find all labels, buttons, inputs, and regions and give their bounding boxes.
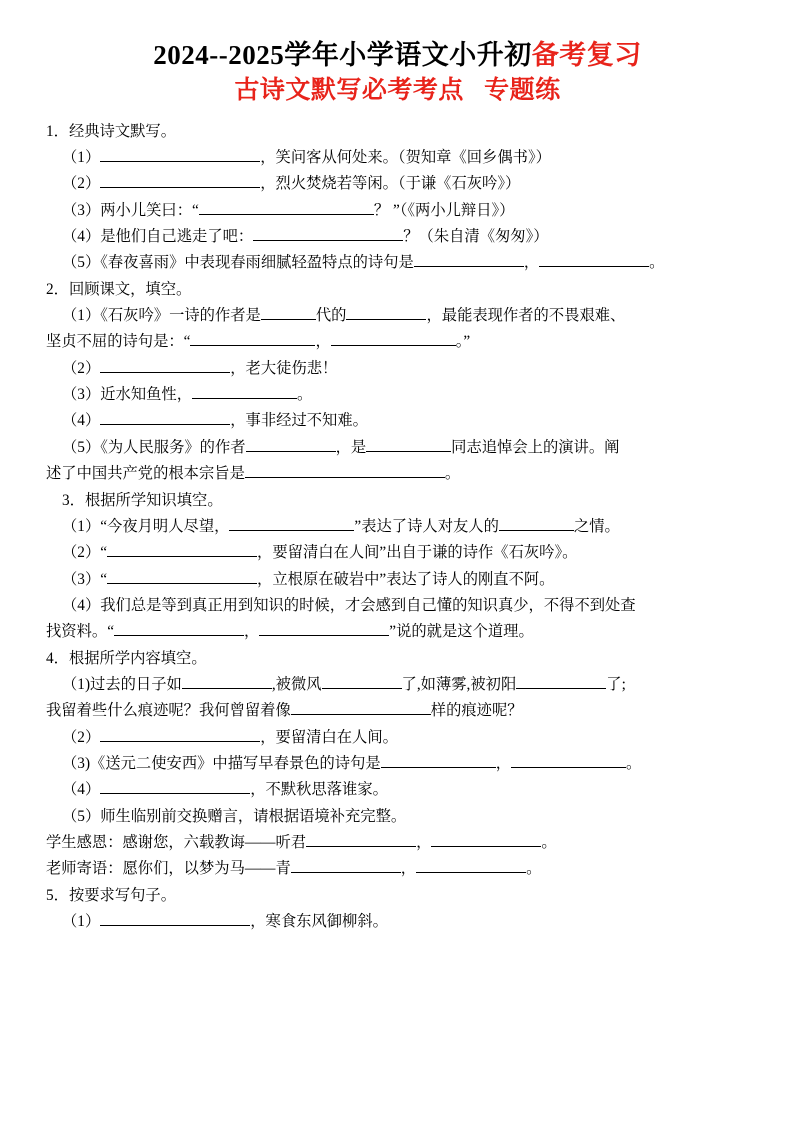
question-prefix: （2）“	[62, 544, 108, 562]
question-suffix: 。	[526, 860, 542, 878]
question-mid: ”表达了诗人对友人的	[354, 517, 499, 535]
question-prefix: （5）《春夜喜雨》中表现春雨细腻轻盈特点的诗句是	[62, 254, 414, 272]
question-prefix: （2）	[62, 175, 101, 193]
question-suffix: ，立根原在破岩中”表达了诗人的刚直不阿。	[257, 570, 555, 588]
question-3-4	[46, 593, 749, 619]
answer-blank[interactable]	[291, 698, 431, 715]
question-suffix: 之情。	[573, 517, 620, 535]
question-1-4	[46, 224, 749, 250]
question-5-1	[46, 909, 749, 935]
question-suffix: 。	[541, 833, 557, 851]
question-mid: ，	[315, 333, 331, 351]
answer-blank[interactable]	[416, 856, 526, 873]
answer-blank[interactable]	[291, 856, 401, 873]
answer-blank[interactable]	[331, 329, 456, 346]
question-prefix: 找资料。“	[46, 623, 114, 641]
answer-blank[interactable]	[100, 909, 250, 926]
question-suffix: ？ ”（《两小儿辩日》）	[373, 201, 515, 219]
question-prefix: （3）近水知鱼性，	[62, 386, 193, 404]
question-suffix: 了;	[606, 675, 626, 693]
section-heading-2: 2．回顾课文，填空。	[46, 280, 192, 298]
question-prefix: （1）	[62, 148, 101, 166]
answer-blank[interactable]	[100, 356, 230, 373]
question-suffix: ，老大徒伤悲！	[230, 359, 338, 377]
question-4-5	[46, 804, 749, 830]
title-highlight-text: 备考复习	[531, 40, 642, 70]
answer-blank[interactable]	[100, 145, 260, 162]
question-4-1	[46, 672, 749, 698]
answer-blank[interactable]	[431, 830, 541, 847]
section-heading-4: 4．根据所学内容填空。	[46, 649, 207, 667]
answer-blank[interactable]	[199, 198, 374, 215]
question-suffix: 样的痕迹呢？	[430, 702, 523, 720]
answer-blank[interactable]	[381, 751, 496, 768]
answer-blank[interactable]	[182, 672, 272, 689]
page-subtitle	[46, 75, 749, 108]
question-prefix: （4）	[62, 781, 101, 799]
question-4-2	[46, 725, 749, 751]
answer-blank[interactable]	[414, 250, 524, 267]
question-mid: 代的	[315, 307, 347, 325]
question-suffix: ，烈火焚烧若等闲。（于谦《石灰吟》）	[260, 175, 521, 193]
title-main-text: 2024--2025学年小学语文小升初	[153, 40, 532, 70]
question-1-1	[46, 145, 749, 171]
question-prefix: （2）	[62, 728, 101, 746]
question-1-5	[46, 250, 749, 276]
question-prefix: （1）“今夜月明人尽望，	[62, 517, 230, 535]
question-suffix: ，最能表现作者的不畏艰难、	[426, 307, 626, 325]
answer-blank[interactable]	[346, 303, 426, 320]
question-prefix: 坚贞不屈的诗句是：“	[46, 333, 191, 351]
question-2-5	[46, 435, 749, 461]
question-2-5-cont	[46, 461, 749, 487]
answer-blank[interactable]	[539, 250, 649, 267]
answer-blank[interactable]	[190, 329, 315, 346]
question-2-3	[46, 382, 749, 408]
answer-blank[interactable]	[516, 672, 606, 689]
answer-blank[interactable]	[229, 514, 354, 531]
question-3-4-cont	[46, 619, 749, 645]
question-suffix: ，要留清白在人间。	[260, 728, 398, 746]
answer-blank[interactable]	[253, 224, 403, 241]
question-prefix: 述了中国共产党的根本宗旨是	[46, 465, 245, 483]
question-prefix: （2）	[62, 359, 101, 377]
question-suffix: 。”	[455, 333, 471, 351]
question-3-1	[46, 514, 749, 540]
answer-blank[interactable]	[366, 435, 451, 452]
question-mid: ，	[400, 860, 417, 878]
question-prefix: （3）“	[62, 570, 108, 588]
answer-blank[interactable]	[261, 303, 316, 320]
answer-blank[interactable]	[499, 514, 574, 531]
question-2-4	[46, 408, 749, 434]
page-title	[46, 38, 749, 73]
question-mid-2: 了,如薄雾,被初阳	[401, 675, 517, 693]
question-prefix: （3）两小儿笑曰：“	[62, 201, 199, 219]
question-3-2	[46, 540, 749, 566]
question-suffix: ？（朱自清《匆匆》）	[403, 228, 549, 246]
section-heading-5: 5．按要求写句子。	[46, 886, 177, 904]
question-4-5-teacher	[46, 856, 749, 882]
question-mid: ，	[416, 833, 432, 851]
question-1-3	[46, 198, 749, 224]
answer-blank[interactable]	[107, 540, 257, 557]
answer-blank[interactable]	[322, 672, 402, 689]
answer-blank[interactable]	[100, 777, 250, 794]
question-prefix: 我留着些什么痕迹呢？我何曾留着像	[46, 702, 291, 720]
question-2-1-cont	[46, 329, 749, 355]
question-2-2	[46, 356, 749, 382]
question-suffix: ，笑问客从何处来。（贺知章《回乡偶书》）	[260, 148, 551, 166]
answer-blank[interactable]	[245, 461, 445, 478]
question-suffix: ”说的就是这个道理。	[389, 623, 534, 641]
answer-blank[interactable]	[107, 567, 257, 584]
answer-blank[interactable]	[100, 725, 260, 742]
answer-blank[interactable]	[259, 619, 389, 636]
question-1-2	[46, 171, 749, 197]
answer-blank[interactable]	[511, 751, 626, 768]
question-mid: ，	[243, 623, 260, 641]
answer-blank[interactable]	[306, 830, 416, 847]
question-suffix: 。	[626, 754, 642, 772]
answer-blank[interactable]	[100, 171, 260, 188]
question-mid: ，是	[335, 438, 367, 456]
question-suffix: ，要留清白在人间”出自于谦的诗作《石灰吟》。	[257, 544, 578, 562]
question-suffix: ，事非经过不知难。	[230, 412, 368, 430]
answer-blank[interactable]	[192, 382, 297, 399]
question-3-3	[46, 567, 749, 593]
question-prefix: 老师寄语：愿你们，以梦为马——青	[46, 860, 291, 878]
question-suffix: 。	[444, 465, 461, 483]
answer-blank[interactable]	[246, 435, 336, 452]
answer-blank[interactable]	[114, 619, 244, 636]
question-suffix: 。	[297, 386, 313, 404]
question-suffix: 。	[649, 254, 665, 272]
question-prefix: （3)《送元二使安西》中描写早春景色的诗句是	[62, 754, 381, 772]
question-prefix: （1)过去的日子如	[62, 675, 182, 693]
question-suffix: ，寒食东风御柳斜。	[250, 913, 388, 930]
question-suffix: 同志追悼会上的演讲。阐	[451, 438, 620, 456]
section-heading-1: 1．经典诗文默写。	[46, 122, 177, 140]
question-mid: ，	[523, 254, 540, 272]
question-4-3	[46, 751, 749, 777]
question-prefix: （5）师生临别前交换赠言，请根据语境补充完整。	[62, 807, 407, 825]
subtitle-text-2: 专题练	[484, 77, 561, 105]
section-heading-3: 3．根据所学知识填空。	[62, 491, 223, 509]
question-2-1	[46, 303, 749, 329]
answer-blank[interactable]	[100, 408, 230, 425]
question-prefix: （4）是他们自己逃走了吧：	[62, 228, 254, 246]
question-prefix: （5）《为人民服务》的作者	[62, 438, 246, 456]
question-prefix: （1）	[62, 913, 101, 930]
question-4-4	[46, 777, 749, 803]
question-prefix: 学生感恩：感谢您，六载教诲——听君	[46, 833, 307, 851]
question-4-5-student	[46, 830, 749, 856]
question-suffix: ，不默秋思落谁家。	[250, 781, 388, 799]
question-4-1-cont	[46, 698, 749, 724]
worksheet-body	[46, 119, 749, 936]
question-prefix: （4）我们总是等到真正用到知识的时候，才会感到自己懂的知识真少，不得不到处查	[62, 596, 636, 614]
question-mid: ，	[495, 754, 511, 772]
question-prefix: （4）	[62, 412, 101, 430]
question-mid: ,被微风	[271, 675, 322, 693]
subtitle-text: 古诗文默写必考考点	[234, 77, 464, 105]
question-prefix: （1）《石灰吟》一诗的作者是	[62, 307, 261, 325]
